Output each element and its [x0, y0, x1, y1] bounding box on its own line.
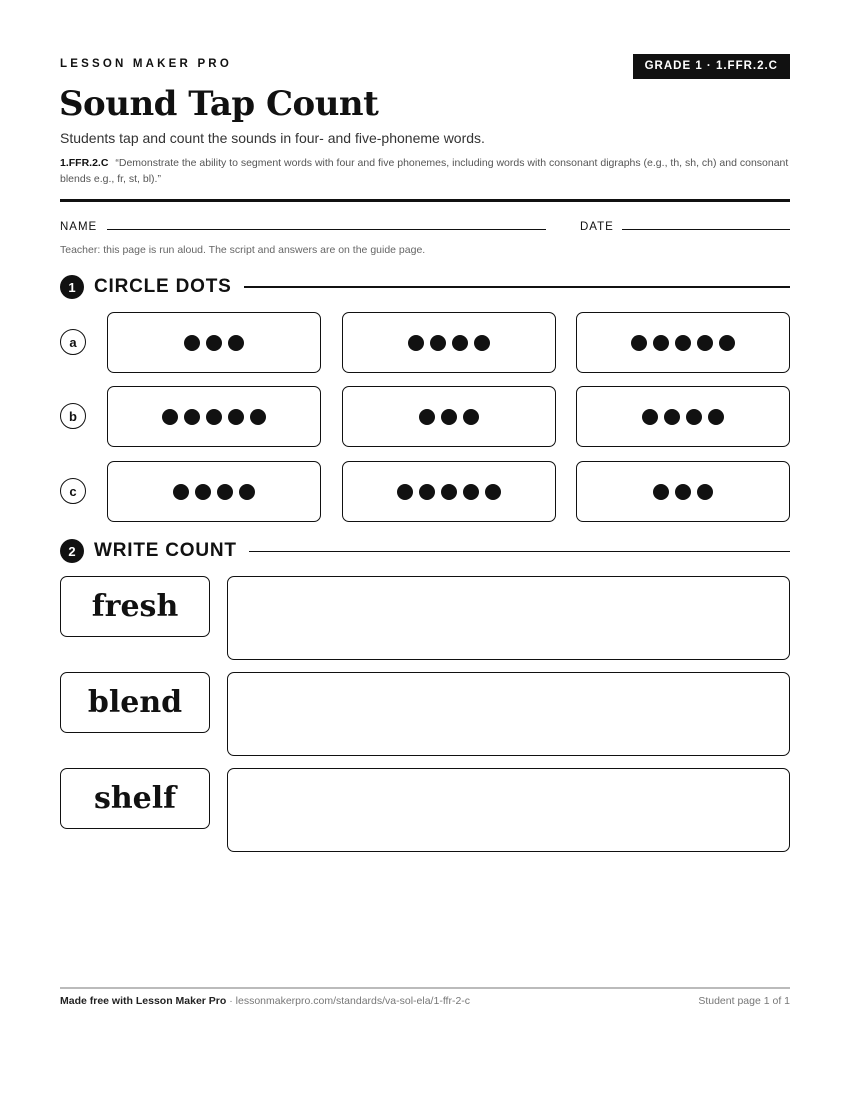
row-label: b — [60, 403, 86, 429]
footer-page-number: Student page 1 of 1 — [698, 995, 790, 1007]
section-number: 1 — [60, 275, 84, 299]
brand-name: LESSON MAKER PRO — [60, 58, 232, 70]
sound-dot — [206, 409, 222, 425]
sound-dot — [184, 335, 200, 351]
header-divider — [60, 199, 790, 202]
footer-url: · lessonmakerpro.com/standards/va-sol-ela/1-ffr-2-c — [226, 995, 471, 1007]
sound-dot — [686, 409, 702, 425]
dot-option-box[interactable] — [107, 386, 321, 447]
grade-badge: GRADE 1 · 1.FFR.2.C — [633, 54, 790, 79]
standard-description — [60, 155, 790, 187]
sound-dot — [441, 484, 457, 500]
dot-option-box[interactable] — [576, 386, 790, 447]
word-card: blend — [60, 672, 210, 733]
sound-dot — [184, 409, 200, 425]
sound-dot — [642, 409, 658, 425]
row-label: a — [60, 329, 86, 355]
sound-dot — [162, 409, 178, 425]
sound-dot — [697, 335, 713, 351]
teacher-note: Teacher: this page is run aloud. The script and answers are on the guide page. — [60, 244, 426, 256]
page-title: Sound Tap Count — [59, 84, 379, 124]
sound-dot — [452, 335, 468, 351]
row-label: c — [60, 478, 86, 504]
sound-dot — [419, 484, 435, 500]
dot-option-box[interactable] — [342, 312, 556, 373]
answer-box[interactable] — [227, 768, 790, 852]
footer-credit — [60, 995, 470, 1007]
sound-dot — [430, 335, 446, 351]
dot-option-box[interactable] — [342, 461, 556, 522]
sound-dot — [463, 484, 479, 500]
sound-dot — [474, 335, 490, 351]
sound-dot — [419, 409, 435, 425]
word-card: fresh — [60, 576, 210, 637]
section-title: WRITE COUNT — [94, 540, 237, 561]
standard-text: “Demonstrate the ability to segment words with four and five phonemes, including words with consonant digraphs (e.g., th, sh, ch) and consonant blends e.g., fr, st, bl).” — [60, 157, 789, 185]
answer-box[interactable] — [227, 576, 790, 660]
dot-option-box[interactable] — [107, 312, 321, 373]
sound-dot — [719, 335, 735, 351]
sound-dot — [173, 484, 189, 500]
sound-dot — [653, 335, 669, 351]
sound-dot — [664, 409, 680, 425]
sound-dot — [441, 409, 457, 425]
standard-code: 1.FFR.2.C — [60, 157, 109, 169]
sound-dot — [708, 409, 724, 425]
date-field[interactable] — [622, 229, 790, 230]
sound-dot — [463, 409, 479, 425]
sound-dot — [239, 484, 255, 500]
section-2-heading — [60, 539, 790, 563]
page-subtitle: Students tap and count the sounds in four- and five-phoneme words. — [60, 130, 485, 146]
section-number: 2 — [60, 539, 84, 563]
sound-dot — [697, 484, 713, 500]
date-label: DATE — [580, 221, 614, 233]
sound-dot — [653, 484, 669, 500]
dot-option-box[interactable] — [576, 461, 790, 522]
answer-box[interactable] — [227, 672, 790, 756]
footer-divider — [60, 987, 790, 989]
name-label: NAME — [60, 221, 98, 233]
footer-made-with: Made free with Lesson Maker Pro — [60, 995, 227, 1007]
name-field[interactable] — [107, 229, 546, 230]
sound-dot — [250, 409, 266, 425]
section-1-heading — [60, 275, 790, 299]
sound-dot — [408, 335, 424, 351]
sound-dot — [397, 484, 413, 500]
sound-dot — [206, 335, 222, 351]
dot-option-box[interactable] — [107, 461, 321, 522]
sound-dot — [675, 484, 691, 500]
dot-option-box[interactable] — [576, 312, 790, 373]
sound-dot — [217, 484, 233, 500]
sound-dot — [195, 484, 211, 500]
sound-dot — [675, 335, 691, 351]
sound-dot — [485, 484, 501, 500]
sound-dot — [228, 335, 244, 351]
section-rule — [249, 551, 790, 552]
sound-dot — [228, 409, 244, 425]
dot-option-box[interactable] — [342, 386, 556, 447]
sound-dot — [631, 335, 647, 351]
section-rule — [244, 286, 790, 288]
word-card: shelf — [60, 768, 210, 829]
section-title: CIRCLE DOTS — [94, 276, 232, 297]
